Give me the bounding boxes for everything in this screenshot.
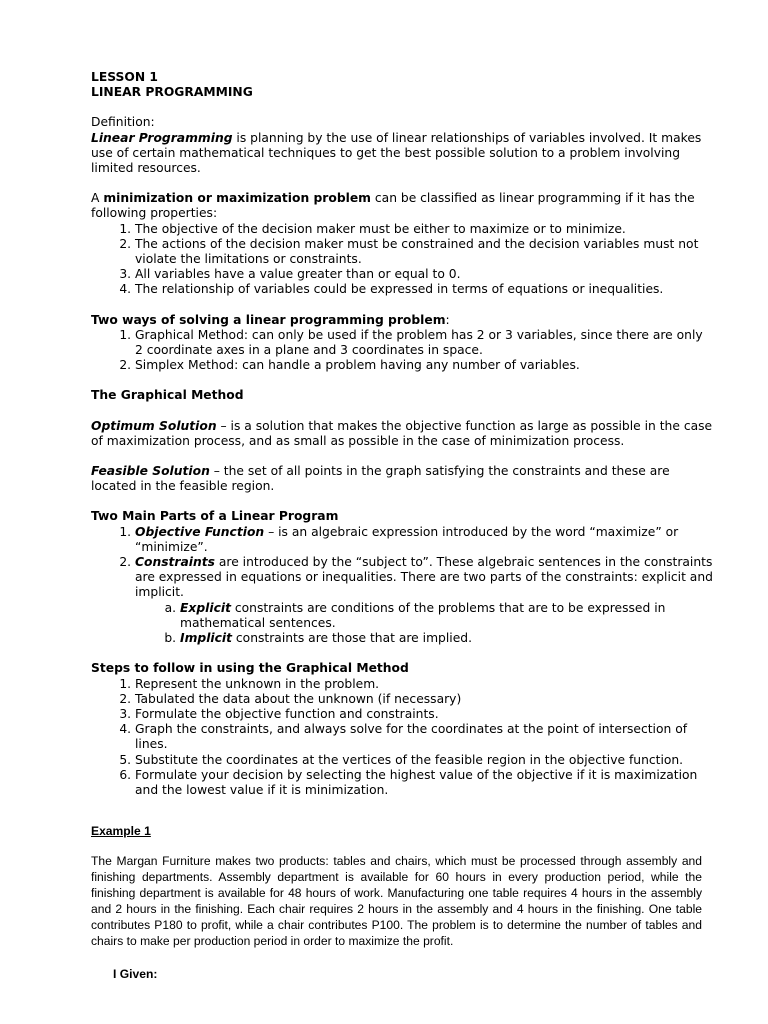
steps-heading: Steps to follow in using the Graphical Method bbox=[91, 661, 409, 676]
lesson-content bbox=[91, 70, 713, 798]
list-item bbox=[135, 525, 713, 555]
list-item: 1. The objective of the decision maker must be either to maximize or to minimize. bbox=[135, 222, 713, 237]
lesson-number: LESSON 1 bbox=[91, 70, 158, 84]
properties-list bbox=[91, 222, 713, 298]
feasible-term: Feasible Solution bbox=[91, 464, 210, 479]
optimum-term: Optimum Solution bbox=[91, 418, 217, 433]
optimum-text: – is a solution that makes the objective function as large as possible in the case of maximization process, and as small as possible in the case of minimization process. bbox=[91, 418, 713, 448]
list-item: 1. Represent the unknown in the problem. bbox=[135, 677, 713, 692]
ways-heading bbox=[91, 313, 713, 328]
classification-term: minimization or maximization problem bbox=[103, 191, 371, 206]
parts-heading: Two Main Parts of a Linear Program bbox=[91, 509, 339, 524]
explicit-text: constraints are conditions of the problems that are to be expressed in mathematical sentences. bbox=[180, 600, 666, 630]
list-item bbox=[180, 631, 713, 646]
classification-paragraph bbox=[91, 191, 713, 221]
objective-text: – is an algebraic expression introduced by the word “maximize” or “minimize”. bbox=[135, 524, 679, 554]
ways-heading-text: Two ways of solving a linear programming problem bbox=[91, 312, 446, 327]
explicit-term: Explicit bbox=[180, 600, 231, 615]
graphical-heading: The Graphical Method bbox=[91, 388, 244, 403]
constraints-sublist bbox=[135, 601, 713, 647]
list-item: 4. Graph the constraints, and always solve for the coordinates at the point of intersection of lines. bbox=[135, 722, 713, 752]
lesson-topic: LINEAR PROGRAMMING bbox=[91, 85, 253, 100]
ways-list bbox=[91, 328, 713, 374]
objective-term: Objective Function bbox=[135, 524, 265, 539]
list-item: 2. Simplex Method: can handle a problem having any number of variables. bbox=[135, 358, 713, 373]
implicit-text: constraints are those that are implied. bbox=[232, 631, 472, 646]
list-item: 1. Graphical Method: can only be used if the problem has 2 or 3 variables, since there are only 2 coordinate axes in a plane and 3 coordinates in space. bbox=[135, 328, 713, 358]
constraints-text: are introduced by the “subject to”. These algebraic sentences in the constraints are expressed in equations or inequalities. There are two parts of the constraints: explicit and implicit. bbox=[135, 555, 713, 600]
classification-text: can be classified as linear programming if it has the following properties: bbox=[91, 191, 695, 221]
example-paragraph: The Margan Furniture makes two products: tables and chairs, which must be processed through assembly and finishing departments. Assembly department is available for 60 hours in every production period, while the finishing department is available for 48 hours of work. Manufacturing one table requires 4 hours in the assembly and 2 hours in the finishing. Each chair requires 2 hours in the assembly and 4 hours in the finishing. One table contributes P180 to profit, while a chair contributes P100. The problem is to determine the number of tables and chairs to make per production period in order to maximize the profit. bbox=[91, 854, 702, 948]
list-item bbox=[180, 601, 713, 631]
implicit-term: Implicit bbox=[180, 631, 233, 646]
list-item: 5. Substitute the coordinates at the vertices of the feasible region in the objective function. bbox=[135, 753, 713, 768]
parts-list bbox=[91, 525, 713, 647]
list-item: 3. All variables have a value greater than or equal to 0. bbox=[135, 267, 713, 282]
list-item: 4. The relationship of variables could be expressed in terms of equations or inequalities. bbox=[135, 282, 713, 297]
list-item: 6. Formulate your decision by selecting the highest value of the objective if it is maximization and the lowest value if it is minimization. bbox=[135, 768, 713, 798]
example-title: Example 1 bbox=[91, 824, 151, 838]
definition-text: is planning by the use of linear relationships of variables involved. It makes use of certain mathematical techniques to get the best possible solution to a problem involving limited resources. bbox=[91, 130, 702, 176]
feasible-text: – the set of all points in the graph satisfying the constraints and these are located in the feasible region. bbox=[91, 464, 670, 494]
feasible-paragraph bbox=[91, 464, 713, 494]
classification-prefix: A bbox=[91, 191, 104, 206]
list-item bbox=[135, 555, 713, 646]
given-label: I Given: bbox=[113, 967, 158, 981]
definition-paragraph bbox=[91, 131, 713, 177]
definition-term: Linear Programming bbox=[91, 130, 233, 145]
list-item: 2. The actions of the decision maker must be constrained and the decision variables must not violate the limitations or constraints. bbox=[135, 237, 713, 267]
ways-heading-colon: : bbox=[445, 312, 450, 327]
constraints-term: Constraints bbox=[135, 555, 215, 570]
example-section bbox=[91, 823, 702, 982]
list-item: 2. Tabulated the data about the unknown (if necessary) bbox=[135, 692, 713, 707]
list-item: 3. Formulate the objective function and constraints. bbox=[135, 707, 713, 722]
definition-label: Definition: bbox=[91, 115, 155, 130]
optimum-paragraph bbox=[91, 419, 713, 449]
steps-list bbox=[91, 677, 713, 799]
